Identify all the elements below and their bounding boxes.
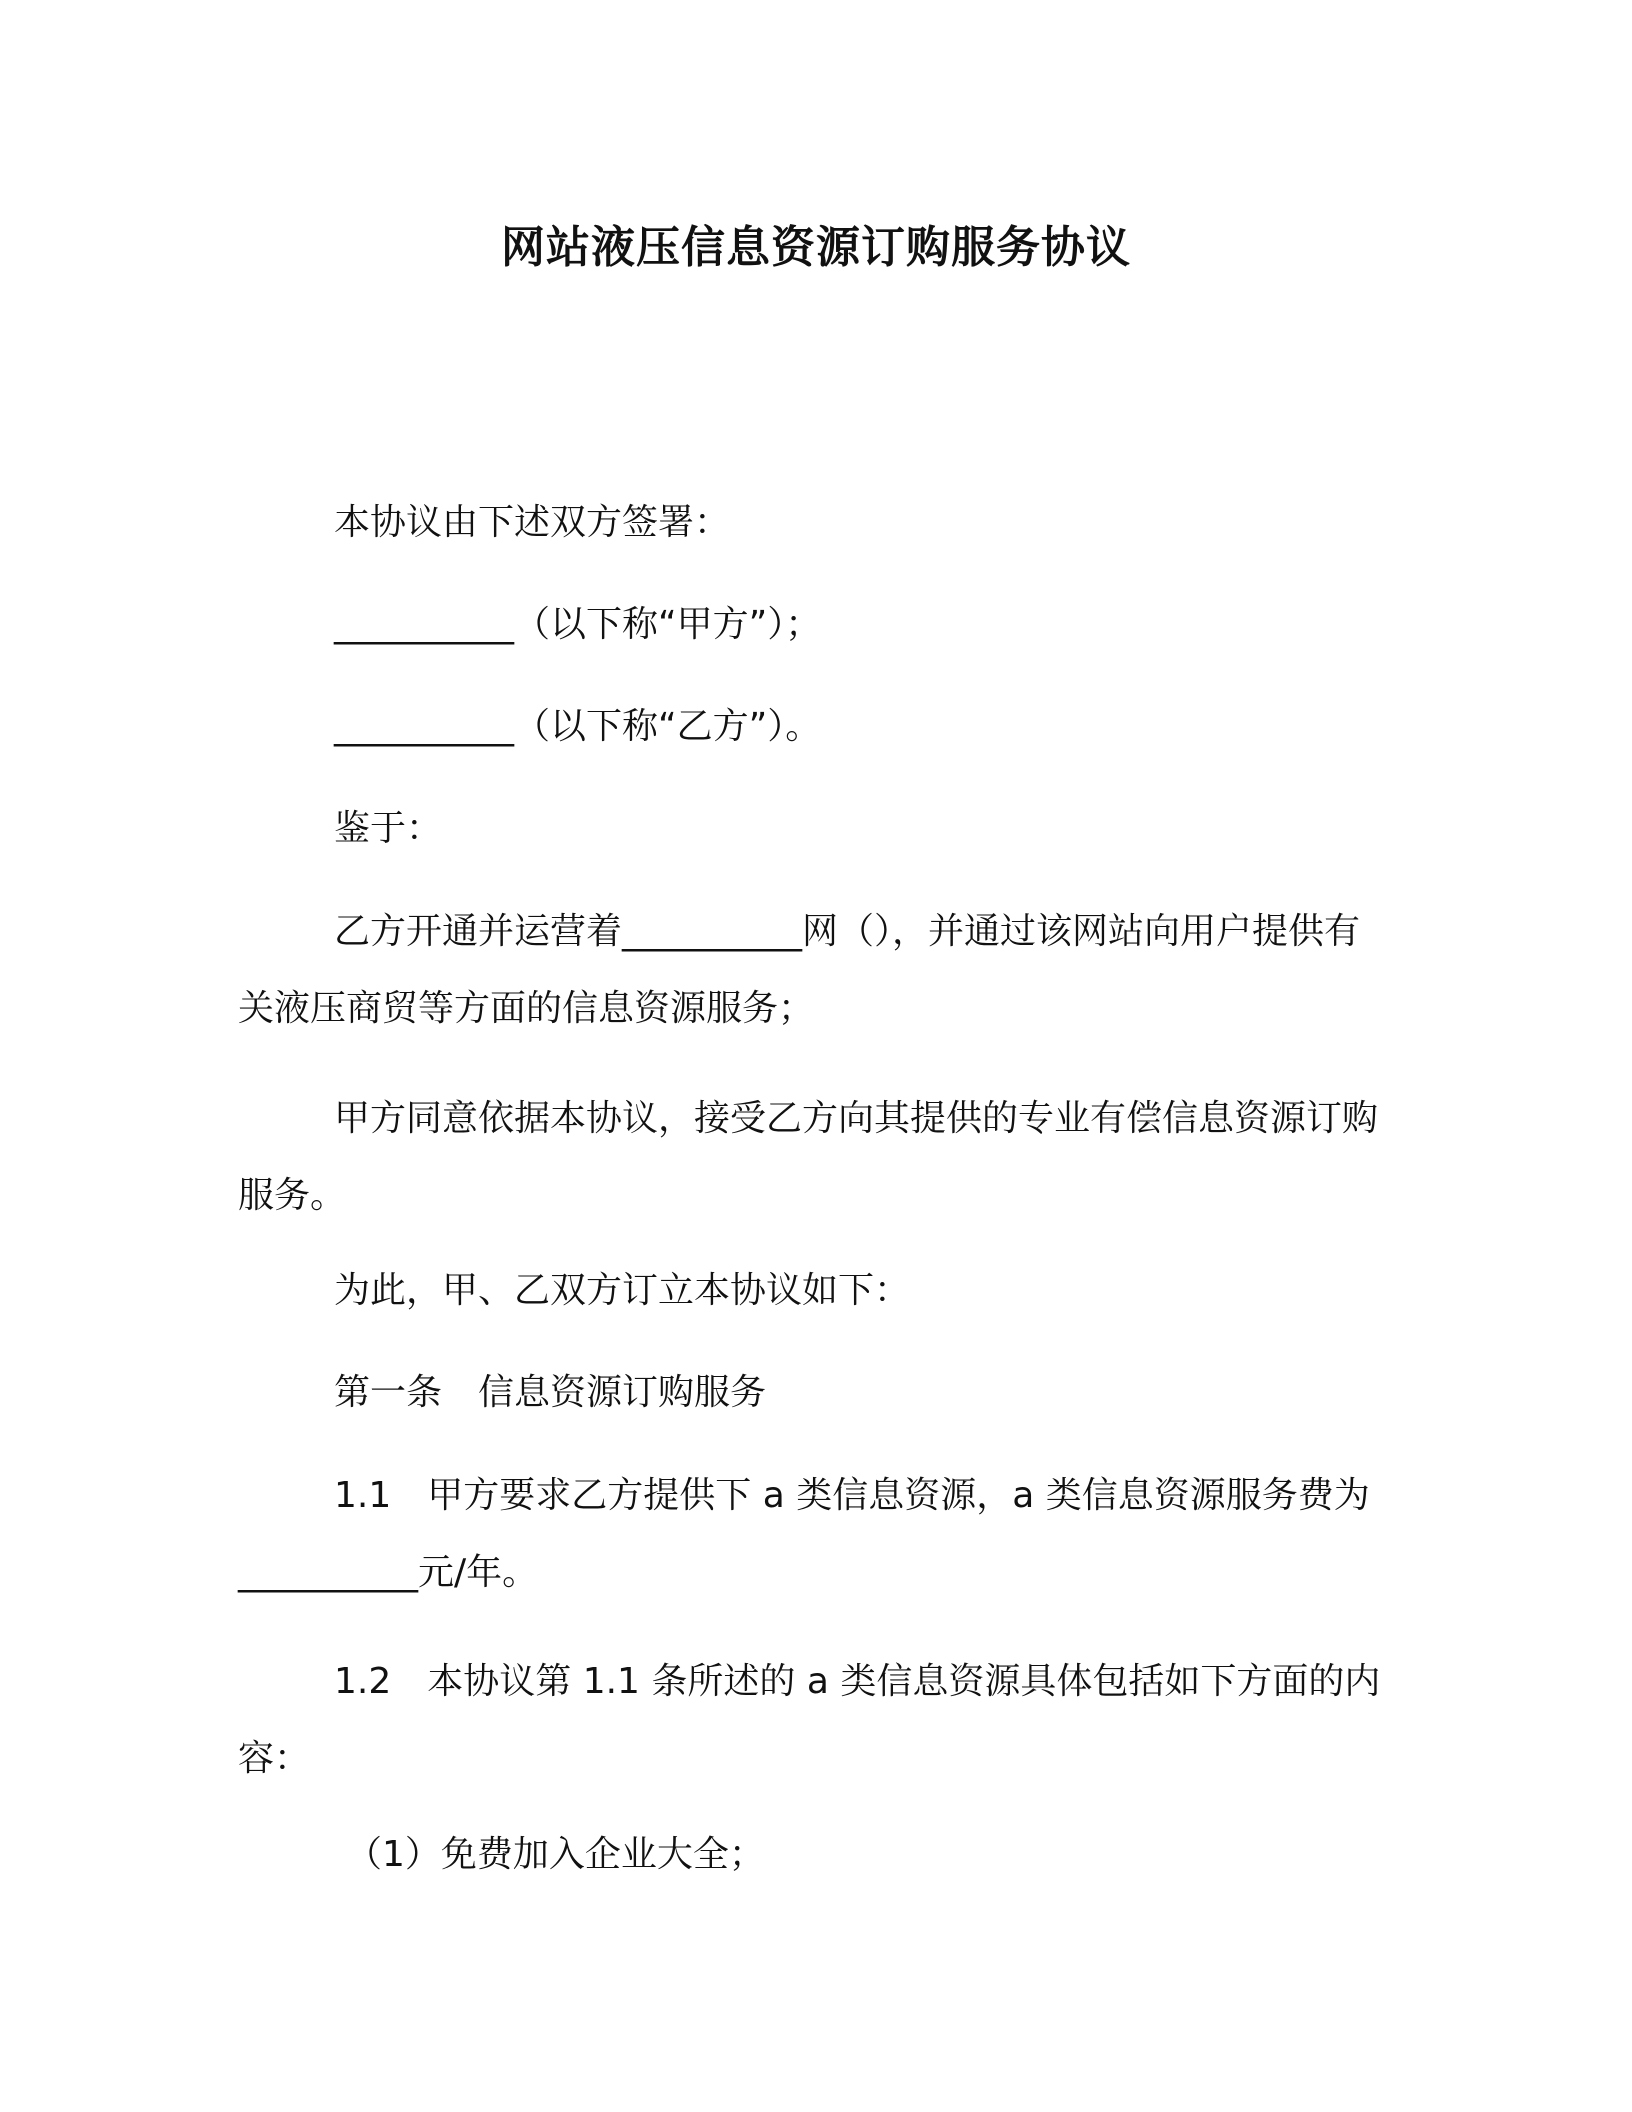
recital-2: 甲方同意依据本协议，接受乙方向其提供的专业有偿信息资源订购服务。 (238, 1098, 1379, 1216)
party-a-line: __________（以下称“甲方”）； (334, 604, 822, 645)
document-title: 网站液压信息资源订购服务协议 (501, 222, 1131, 273)
clause-1-1: 1.1 甲方要求乙方提供下 a 类信息资源，a 类信息资源服务费为__________元/年。 (238, 1475, 1370, 1593)
recital-1: 乙方开通并运营着__________网（），并通过该网站向用户提供有关液压商贸等方面的信息资源服务； (238, 911, 1361, 1029)
clause-1-2: 1.2 本协议第 1.1 条所述的 a 类信息资源具体包括如下方面的内容： (238, 1661, 1381, 1779)
article-1-heading: 第一条 信息资源订购服务 (334, 1372, 767, 1413)
party-b-line: __________（以下称“乙方”）。 (334, 706, 822, 747)
agreement-intro: 为此，甲、乙双方订立本协议如下： (334, 1270, 911, 1311)
list-item-1: （1）免费加入企业大全； (346, 1834, 765, 1875)
whereas-heading: 鉴于： (334, 808, 443, 849)
signing-intro: 本协议由下述双方签署： (334, 502, 731, 543)
